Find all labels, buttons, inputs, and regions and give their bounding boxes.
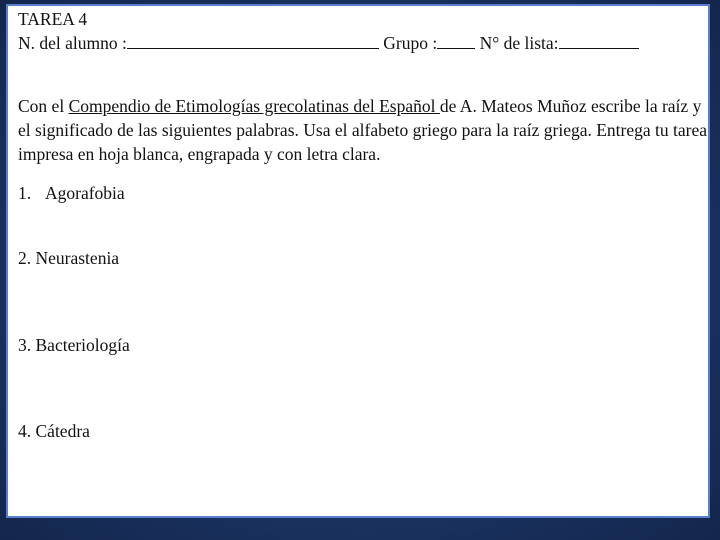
- word-number: 1.: [18, 183, 32, 203]
- instructions-suffix: de A. Mateos Muñoz escribe la raíz y el significado de las siguientes palabras. Usa el alfabeto griego para la raíz griega. Entrega tu tarea impresa en hoja blanca, engrapada y con letra clara.: [18, 96, 708, 164]
- group-blank: [437, 34, 475, 49]
- word-item-2: [18, 247, 119, 269]
- student-name-label: N. del alumno :: [18, 33, 127, 53]
- word-text: Neurastenia: [35, 248, 120, 268]
- word-number: 3.: [18, 335, 32, 355]
- book-title: Compendio de Etimologías grecolatinas del Español: [68, 96, 440, 116]
- word-number: 2.: [18, 248, 32, 268]
- instructions-paragraph: [18, 94, 708, 166]
- group-label: Grupo :: [378, 33, 438, 53]
- word-item-4: [18, 420, 90, 442]
- word-number: 4.: [18, 421, 32, 441]
- word-text: Cátedra: [35, 421, 90, 441]
- word-text: Agorafobia: [45, 183, 125, 203]
- list-number-label: N° de lista:: [475, 33, 559, 53]
- student-info-line: [18, 32, 639, 54]
- word-item-3: [18, 334, 130, 356]
- worksheet-page: [6, 4, 710, 518]
- instructions-prefix: Con el: [18, 96, 69, 116]
- assignment-title: TAREA 4: [18, 9, 88, 29]
- list-number-blank: [559, 34, 639, 49]
- word-text: Bacteriología: [35, 335, 130, 355]
- student-name-blank: [127, 34, 379, 49]
- word-item-1: [18, 182, 125, 204]
